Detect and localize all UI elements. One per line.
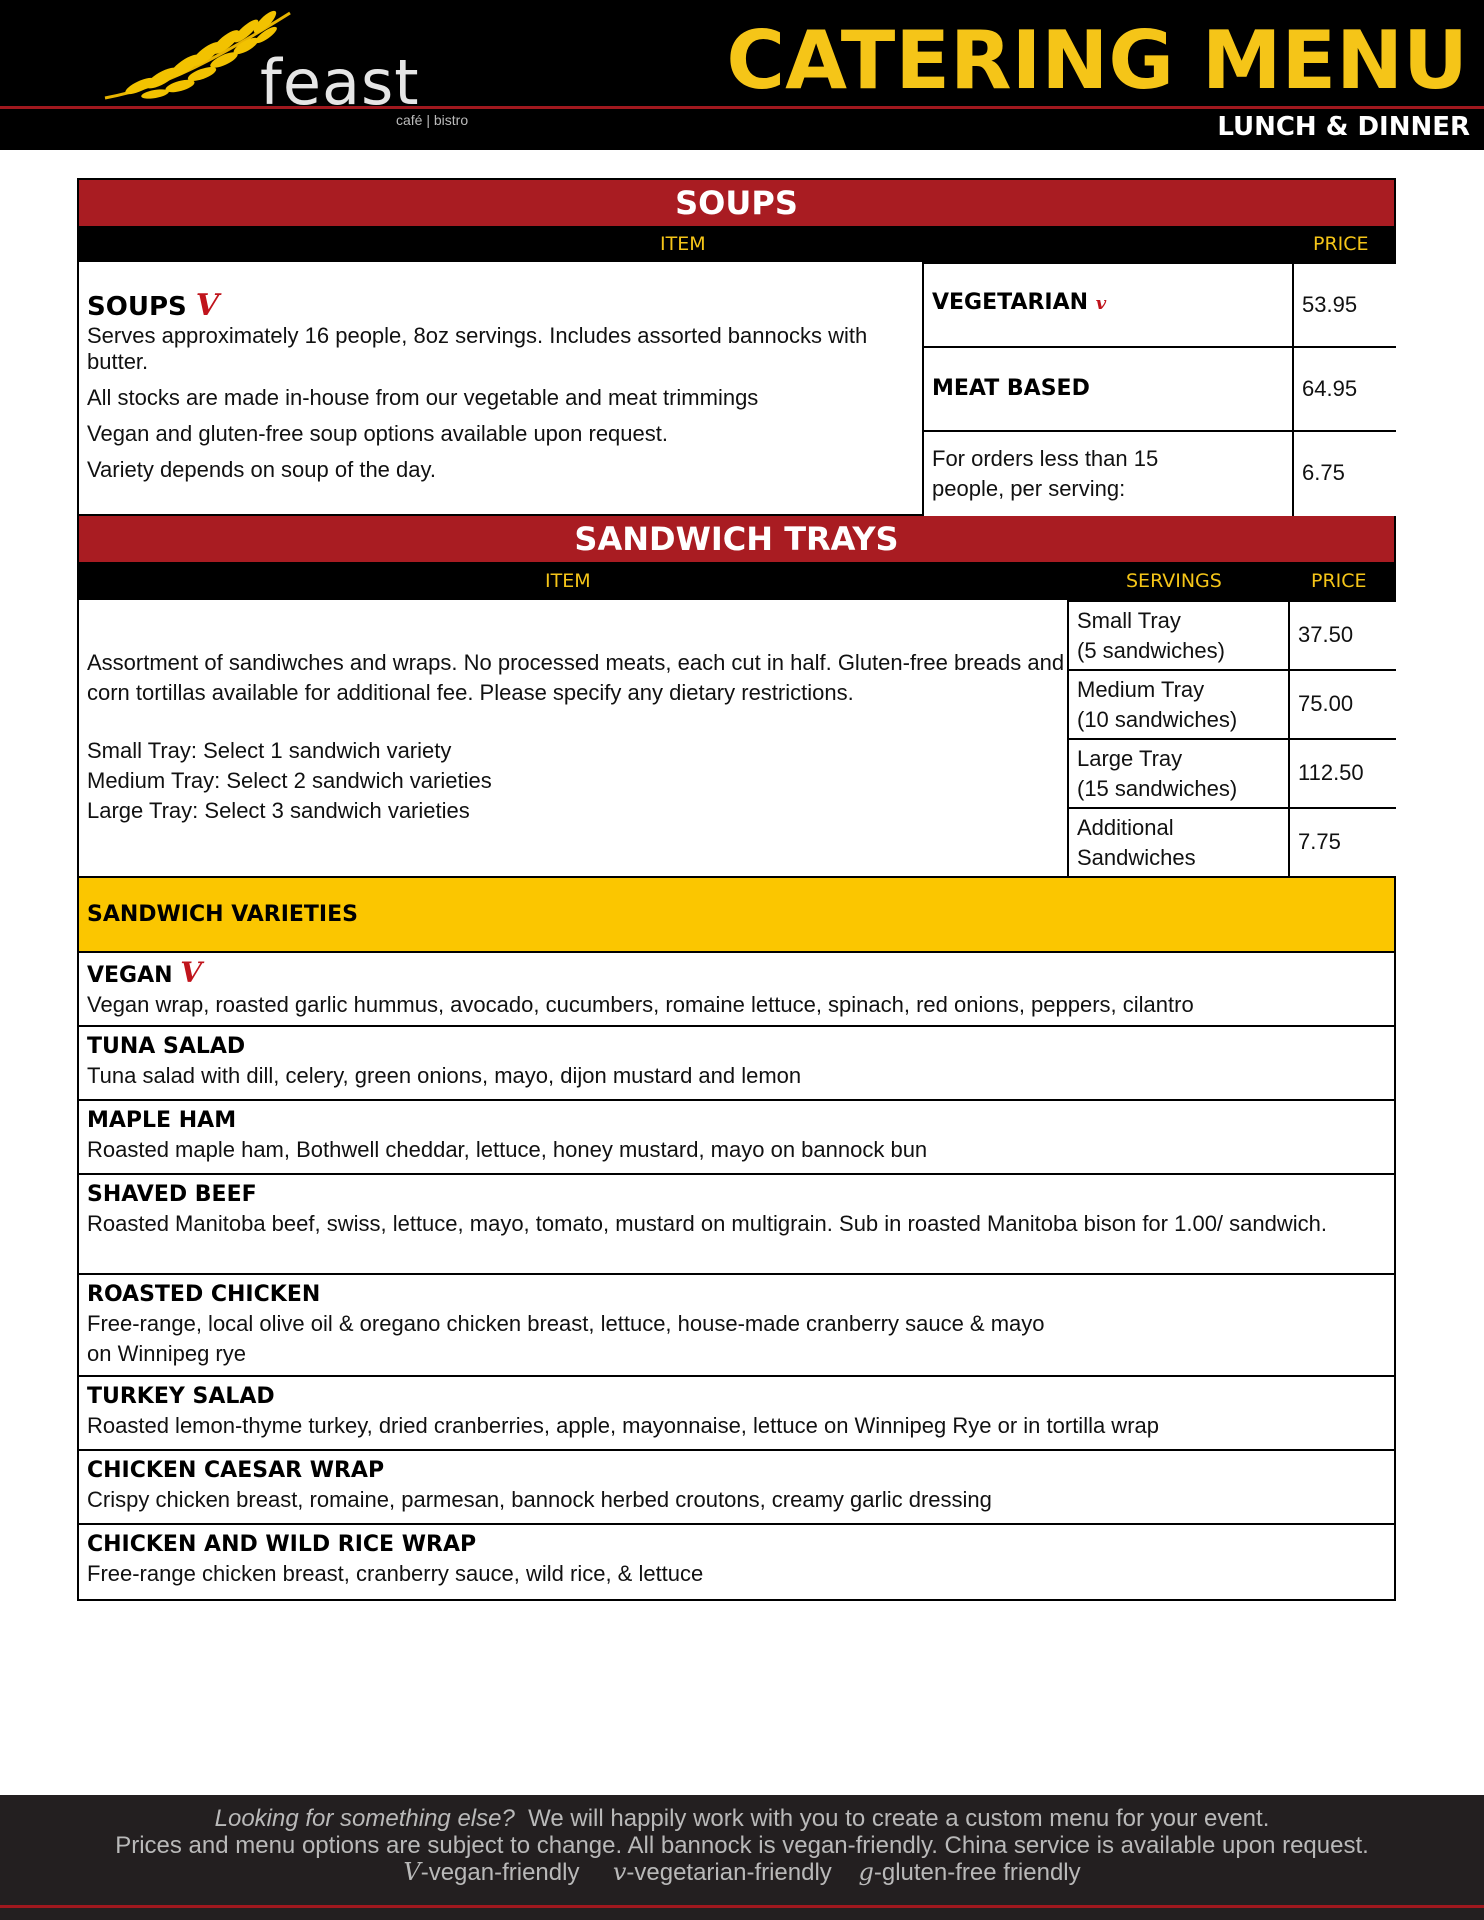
footer-line-1: Looking for something else? We will happily work with you to create a custom menu for your event. [214,1805,1270,1832]
soups-desc-4: Variety depends on soup of the day. [87,457,436,482]
soup-option-small-order [922,430,1294,516]
soups-desc-1: Serves approximately 16 people, 8oz servings. Includes assorted bannocks with butter. [87,323,868,374]
soups-section [77,178,1396,516]
sandwich-description [87,648,1067,826]
tray-note: Large Tray: Select 3 sandwich varieties [87,798,470,823]
variety-name: TURKEY SALAD [87,1384,275,1409]
soups-section-title: SOUPS [79,180,1394,226]
variety-desc: Roasted lemon-thyme turkey, dried cranberries, apple, mayonnaise, lettuce on Winnipeg Rye or in tortilla wrap [87,1413,1159,1438]
variety-tuna-salad [77,1025,1396,1101]
variety-name: TUNA SALAD [87,1034,246,1059]
logo-wordmark: feast [260,46,420,119]
soups-item-heading: SOUPS V [87,288,220,323]
logo-subtext: café | bistro [396,112,469,128]
page-subtitle: LUNCH & DINNER [1217,112,1470,142]
page-header [0,0,1484,150]
variety-name: CHICKEN CAESAR WRAP [87,1458,385,1483]
price-value: 53.95 [1302,292,1358,317]
variety-chicken-wild-rice-wrap [77,1523,1396,1601]
tray-size-medium: Medium Tray (10 sandwiches) [1067,669,1290,739]
footer-rule [0,1905,1484,1908]
vegan-mark: V [403,1858,421,1886]
soup-option-label: VEGETARIAN [932,290,1089,315]
variety-desc: Crispy chicken breast, romaine, parmesan, bannock herbed croutons, creamy garlic dressing [87,1487,992,1512]
sandwich-varieties-heading: SANDWICH VARIETIES [77,876,1396,953]
soup-price-vegetarian [1292,262,1396,348]
sandwich-trays-section [77,516,1396,878]
variety-desc: Roasted Manitoba beef, swiss, lettuce, mayo, tomato, mustard on multigrain. Sub in roasted Manitoba bison for 1.00/ sandwich. [87,1211,1327,1236]
variety-vegan [77,951,1396,1027]
gluten-free-mark: g [858,1858,874,1886]
soup-price-small-order [1292,430,1396,516]
tray-price-large: 112.50 [1288,738,1396,808]
sandwich-section-title: SANDWICH TRAYS [79,516,1394,562]
price-value: 64.95 [1302,376,1358,401]
sandwich-column-header [79,562,1394,600]
soups-col-price: PRICE [1313,233,1369,255]
sandwich-desc: Assortment of sandiwches and wraps. No processed meats, each cut in half. Gluten-free breads and corn tortillas available for additional fee. Please specify any dietary restrictions. [87,650,1065,705]
tray-price-additional: 7.75 [1288,807,1396,878]
variety-chicken-caesar-wrap [77,1449,1396,1525]
footer-legend: V-vegan-friendly v-vegetarian-friendly g-gluten-free friendly [403,1858,1081,1886]
soup-option-label: MEAT BASED [932,376,1090,401]
tray-note: Small Tray: Select 1 sandwich variety [87,738,452,763]
soups-col-item: ITEM [660,233,706,255]
tray-price-small: 37.50 [1288,600,1396,670]
soup-option-label: For orders less than 15 people, per serving: [932,446,1159,501]
tray-note: Medium Tray: Select 2 sandwich varieties [87,768,492,793]
feast-logo [100,8,520,133]
variety-shaved-beef [77,1173,1396,1275]
variety-name: MAPLE HAM [87,1108,237,1133]
tray-size-additional: Additional Sandwiches [1067,807,1290,878]
variety-turkey-salad [77,1375,1396,1451]
variety-name: ROASTED CHICKEN [87,1282,321,1307]
soups-description [87,290,917,484]
price-value: 6.75 [1302,460,1345,485]
soup-option-vegetarian [922,262,1294,348]
variety-desc: Roasted maple ham, Bothwell cheddar, lettuce, honey mustard, mayo on bannock bun [87,1137,928,1162]
vegetarian-mark: v [612,1858,627,1886]
tray-price-medium: 75.00 [1288,669,1396,739]
soups-desc-3: Vegan and gluten-free soup options available upon request. [87,421,668,446]
variety-name: CHICKEN AND WILD RICE WRAP [87,1532,477,1557]
soups-desc-2: All stocks are made in-house from our vegetable and meat trimmings [87,385,759,410]
page-footer [0,1795,1484,1920]
sandwich-col-price: PRICE [1311,570,1367,592]
variety-desc: Vegan wrap, roasted garlic hummus, avocado, cucumbers, romaine lettuce, spinach, red onions, peppers, cilantro [87,992,1194,1017]
variety-name: SHAVED BEEF [87,1182,257,1207]
footer-line-2: Prices and menu options are subject to change. All bannock is vegan-friendly. China service is available upon request. [115,1832,1369,1859]
vegan-mark: V [180,956,202,989]
tray-size-large: Large Tray (15 sandwiches) [1067,738,1290,808]
variety-maple-ham [77,1099,1396,1175]
variety-desc: Free-range, local olive oil & oregano chicken breast, lettuce, house-made cranberry sauce & mayo on Winnipeg rye [87,1311,1045,1366]
soup-option-meat [922,346,1294,432]
soup-price-meat [1292,346,1396,432]
sandwich-col-servings: SERVINGS [1126,570,1222,592]
page-title: CATERING MENU [726,14,1468,107]
variety-desc: Free-range chicken breast, cranberry sauce, wild rice, & lettuce [87,1561,704,1586]
soups-column-header [79,226,1394,262]
variety-name: VEGAN [87,963,173,988]
variety-desc: Tuna salad with dill, celery, green onions, mayo, dijon mustard and lemon [87,1063,802,1088]
vegetarian-mark: v [1095,293,1107,314]
variety-roasted-chicken [77,1273,1396,1377]
tray-size-small: Small Tray (5 sandwiches) [1067,600,1290,670]
vegan-mark: V [195,288,220,323]
sandwich-col-item: ITEM [545,570,591,592]
